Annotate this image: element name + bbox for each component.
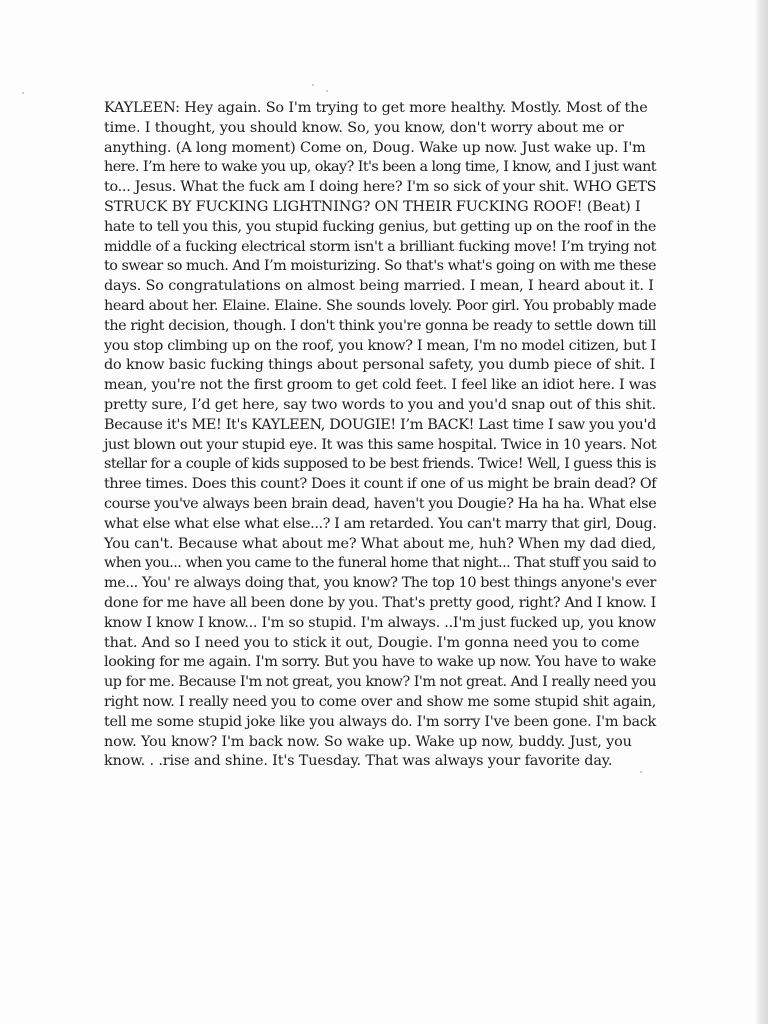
text-line: Because it's ME! It's KAYLEEN, DOUGIE! I’m BACK! Last time I saw you you'd (104, 416, 656, 433)
text-line: course you've always been brain dead, haven't you Dougie? Ha ha ha. What else (104, 495, 657, 512)
text-line: to... Jesus. What the fuck am I doing here? I'm so sick of your shit. WHO GETS (104, 179, 657, 196)
text-line: mean, you're not the first groom to get cold feet. I feel like an idiot here. I was (104, 377, 657, 394)
text-line: the right decision, though. I don't think you're gonna be ready to settle down till (104, 317, 656, 334)
text-line: tell me some stupid joke like you always do. I'm sorry I've been gone. I'm back (104, 713, 656, 730)
text-line: STRUCK BY FUCKING LIGHTNING? ON THEIR FUCKING ROOF! (Beat) I (104, 198, 641, 215)
text-line: what else what else what else...? I am retarded. You can't marry that girl, Doug. (104, 515, 657, 532)
text-line: three times. Does this count? Does it count if one of us might be brain dead? Of (104, 476, 657, 493)
text-line: heard about her. Elaine. Elaine. She sounds lovely. Poor girl. You probably made (104, 297, 657, 314)
scan-shadow-edge (754, 0, 768, 1024)
text-line: days. So congratulations on almost being married. I mean, I heard about it. I (104, 278, 654, 295)
monologue-text (104, 99, 657, 772)
text-line: to swear so much. And I’m moisturizing. So that's what's going on with me these (104, 258, 656, 275)
text-line: hate to tell you this, you stupid fucking genius, but getting up on the roof in the (104, 218, 656, 235)
text-line: pretty sure, I’d get here, say two words to you and you'd snap out of this shit. (104, 396, 656, 413)
text-line: looking for me again. I'm sorry. But you have to wake up now. You have to wake (104, 654, 656, 671)
text-line: that. And so I need you to stick it out, Dougie. I'm gonna need you to come (104, 634, 640, 651)
text-line: know. . .rise and shine. It's Tuesday. That was always your favorite day. (104, 753, 613, 770)
text-line: now. You know? I'm back now. So wake up. Wake up now, buddy. Just, you (104, 733, 632, 750)
text-line: up for me. Because I'm not great, you know? I'm not great. And I really need you (104, 674, 656, 691)
text-line: time. I thought, you should know. So, you know, don't worry about me or (104, 119, 624, 136)
text-line: done for me have all been done by you. That's pretty good, right? And I know. I (104, 594, 656, 611)
text-line: just blown out your stupid eye. It was this same hospital. Twice in 10 years. Not (104, 436, 657, 453)
text-line: anything. (A long moment) Come on, Doug. Wake up now. Just wake up. I'm (104, 139, 646, 156)
text-line: right now. I really need you to come over and show me some stupid shit again, (104, 693, 656, 710)
text-line: me... You' re always doing that, you know? The top 10 best things anyone's ever (104, 575, 656, 592)
text-line: do know basic fucking things about personal safety, you dumb piece of shit. I (104, 357, 656, 374)
scan-speck (326, 90, 328, 92)
text-line: here. I’m here to wake you up, okay? It's been a long time, I know, and I just want (104, 159, 656, 176)
text-line: know I know I know... I'm so stupid. I'm always. ..I'm just fucked up, you know (104, 614, 656, 631)
text-line: when you... when you came to the funeral home that night... That stuff you said to (104, 555, 656, 572)
text-line: You can't. Because what about me? What about me, huh? When my dad died, (104, 535, 656, 552)
text-line: middle of a fucking electrical storm isn't a brilliant fucking move! I’m trying not (104, 238, 656, 255)
scan-speck (22, 92, 24, 94)
text-line: stellar for a couple of kids supposed to be best friends. Twice! Well, I guess this is (104, 456, 656, 473)
text-line: KAYLEEN: Hey again. So I'm trying to get more healthy. Mostly. Most of the (104, 100, 648, 116)
text-line: you stop climbing up on the roof, you know? I mean, I'm no model citizen, but I (104, 337, 656, 354)
scan-speck (312, 84, 314, 86)
